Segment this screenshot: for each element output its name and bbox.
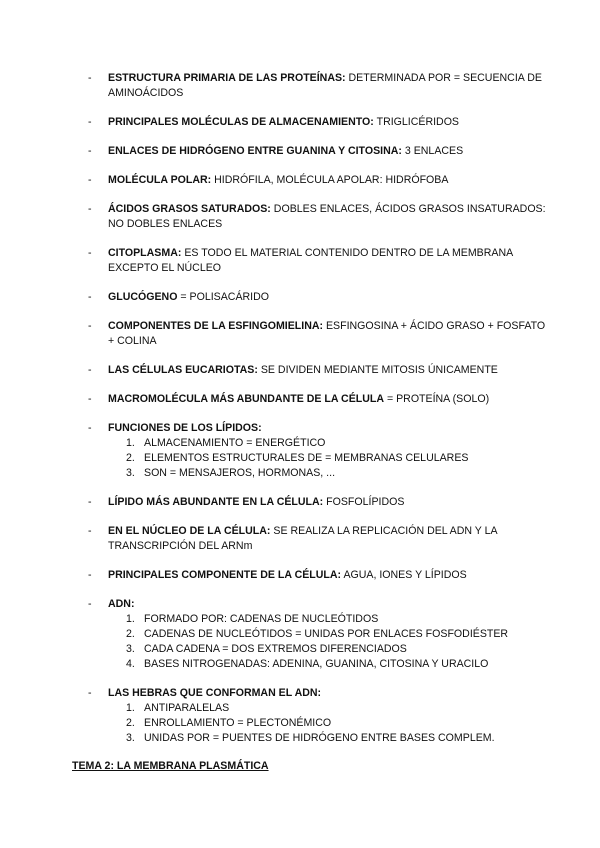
bullet-dash: - <box>88 525 92 537</box>
sub-item-text: BASES NITROGENADAS: ADENINA, GUANINA, CITOSINA Y URACILO <box>144 658 489 670</box>
list-item <box>88 173 548 188</box>
sub-item-text: UNIDAS POR = PUENTES DE HIDRÓGENO ENTRE BASES COMPLEM. <box>144 732 495 744</box>
sub-item-number: 2. <box>126 717 135 729</box>
list-item <box>88 290 548 305</box>
bullet-dash: - <box>88 569 92 581</box>
item-text: SE REALIZA LA REPLICACIÓN DEL ADN Y LA TRANSCRIPCIÓN DEL ARNm <box>108 525 497 552</box>
item-label: CITOPLASMA: <box>108 247 182 259</box>
list-item <box>88 71 548 101</box>
notes-list <box>88 71 548 760</box>
sub-list <box>108 436 548 481</box>
bullet-dash: - <box>88 364 92 376</box>
item-text: SE DIVIDEN MEDIANTE MITOSIS ÚNICAMENTE <box>260 364 498 376</box>
list-item <box>88 524 548 554</box>
item-text: DETERMINADA POR = SECUENCIA DE AMINOÁCIDOS <box>108 72 542 99</box>
sub-item-number: 2. <box>126 452 135 464</box>
sub-list-item <box>108 451 548 466</box>
sub-item-text: CADENAS DE NUCLEÓTIDOS = UNIDAS POR ENLACES FOSFODIÉSTER <box>144 628 509 640</box>
item-text: = PROTEÍNA (SOLO) <box>386 393 490 405</box>
item-label: COMPONENTES DE LA ESFINGOMIELINA: <box>108 320 324 332</box>
item-text: FOSFOLÍPIDOS <box>326 496 405 508</box>
item-label: ENLACES DE HIDRÓGENO ENTRE GUANINA Y CITOSINA: <box>108 145 402 157</box>
list-item <box>88 319 548 349</box>
list-item <box>88 246 548 276</box>
sub-list-item <box>108 731 548 746</box>
item-text: ESFINGOSINA + ÁCIDO GRASO + FOSFATO + COLINA <box>108 320 546 347</box>
bullet-dash: - <box>88 291 92 303</box>
bullet-dash: - <box>88 72 92 84</box>
sub-list <box>108 612 548 672</box>
item-text: = POLISACÁRIDO <box>180 291 270 303</box>
item-label: MOLÉCULA POLAR: <box>108 174 212 186</box>
list-item <box>88 202 548 232</box>
sub-list-item <box>108 612 548 627</box>
sub-item-text: ANTIPARALELAS <box>144 702 230 714</box>
sub-item-text: ALMACENAMIENTO = ENERGÉTICO <box>144 437 326 449</box>
sub-item-text: CADA CADENA = DOS EXTREMOS DIFERENCIADOS <box>144 643 407 655</box>
bullet-dash: - <box>88 598 92 610</box>
section-title: TEMA 2: LA MEMBRANA PLASMÁTICA <box>72 760 269 772</box>
sub-list-item <box>108 466 548 481</box>
list-item <box>88 568 548 583</box>
sub-item-number: 3. <box>126 467 135 479</box>
sub-item-text: FORMADO POR: CADENAS DE NUCLEÓTIDOS <box>144 613 379 625</box>
item-label: PRINCIPALES COMPONENTE DE LA CÉLULA: <box>108 569 342 581</box>
list-item <box>88 686 548 746</box>
list-item <box>88 115 548 130</box>
sub-list-item <box>108 657 548 672</box>
sub-item-text: SON = MENSAJEROS, HORMONAS, ... <box>144 467 336 479</box>
item-label: FUNCIONES DE LOS LÍPIDOS: <box>108 422 262 434</box>
item-label: LAS CÉLULAS EUCARIOTAS: <box>108 364 258 376</box>
list-item <box>88 421 548 481</box>
bullet-dash: - <box>88 320 92 332</box>
sub-item-number: 3. <box>126 643 135 655</box>
sub-list-item <box>108 701 548 716</box>
bullet-dash: - <box>88 116 92 128</box>
bullet-dash: - <box>88 687 92 699</box>
item-text: AGUA, IONES Y LÍPIDOS <box>343 569 467 581</box>
bullet-dash: - <box>88 422 92 434</box>
bullet-dash: - <box>88 174 92 186</box>
sub-item-number: 4. <box>126 658 135 670</box>
bullet-dash: - <box>88 393 92 405</box>
item-text: TRIGLICÉRIDOS <box>376 116 460 128</box>
sub-list-item <box>108 627 548 642</box>
item-label: PRINCIPALES MOLÉCULAS DE ALMACENAMIENTO: <box>108 116 374 128</box>
list-item <box>88 363 548 378</box>
sub-item-number: 1. <box>126 613 135 625</box>
item-text: 3 ENLACES <box>404 145 464 157</box>
bullet-dash: - <box>88 145 92 157</box>
item-label: ÁCIDOS GRASOS SATURADOS: <box>108 203 271 215</box>
sub-item-number: 3. <box>126 732 135 744</box>
item-text: HIDRÓFILA, MOLÉCULA APOLAR: HIDRÓFOBA <box>214 174 449 186</box>
sub-item-text: ENROLLAMIENTO = PLECTONÉMICO <box>144 717 332 729</box>
list-item <box>88 597 548 672</box>
bullet-dash: - <box>88 247 92 259</box>
sub-item-number: 2. <box>126 628 135 640</box>
item-label: LÍPIDO MÁS ABUNDANTE EN LA CÉLULA: <box>108 496 324 508</box>
bullet-dash: - <box>88 203 92 215</box>
item-label: GLUCÓGENO <box>108 291 178 303</box>
sub-item-text: ELEMENTOS ESTRUCTURALES DE = MEMBRANAS CELULARES <box>144 452 469 464</box>
item-label: LAS HEBRAS QUE CONFORMAN EL ADN: <box>108 687 322 699</box>
sub-item-number: 1. <box>126 437 135 449</box>
item-text: DOBLES ENLACES, ÁCIDOS GRASOS INSATURADOS: NO DOBLES ENLACES <box>108 203 546 230</box>
item-label: EN EL NÚCLEO DE LA CÉLULA: <box>108 525 271 537</box>
bullet-dash: - <box>88 496 92 508</box>
item-label: MACROMOLÉCULA MÁS ABUNDANTE DE LA CÉLULA <box>108 393 385 405</box>
list-item <box>88 495 548 510</box>
sub-list-item <box>108 716 548 731</box>
sub-list-item <box>108 436 548 451</box>
item-text: ES TODO EL MATERIAL CONTENIDO DENTRO DE LA MEMBRANA EXCEPTO EL NÚCLEO <box>108 247 513 274</box>
item-label: ADN: <box>108 598 135 610</box>
sub-list-item <box>108 642 548 657</box>
list-item <box>88 392 548 407</box>
list-item <box>88 144 548 159</box>
item-label: ESTRUCTURA PRIMARIA DE LAS PROTEÍNAS: <box>108 72 346 84</box>
sub-item-number: 1. <box>126 702 135 714</box>
sub-list <box>108 701 548 746</box>
